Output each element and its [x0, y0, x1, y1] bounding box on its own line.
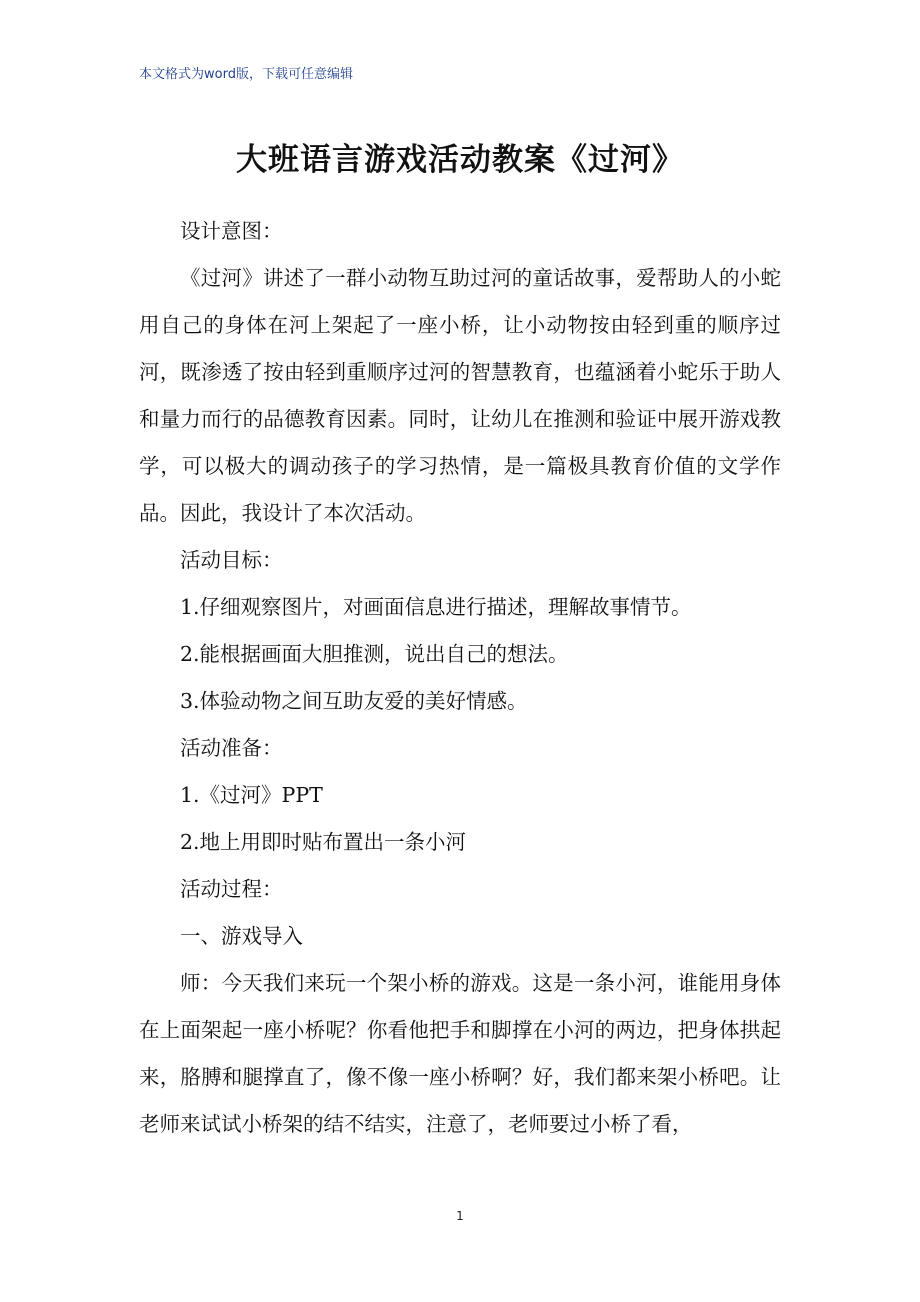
document-body [139, 208, 781, 1148]
paragraph-goal-3: 3.体验动物之间互助友爱的美好情感。 [180, 689, 528, 713]
document-title: 大班语言游戏活动教案《过河》 [236, 142, 684, 178]
paragraph-section-1-heading: 一、游戏导入 [180, 924, 303, 948]
paragraph-preparation-2: 2.地上用即时贴布置出一条小河 [180, 830, 467, 854]
paragraph-goals-heading: 活动目标： [180, 548, 283, 572]
paragraph-goal-2: 2.能根据画面大胆推测，说出自己的想法。 [180, 642, 569, 666]
paragraph-preparation-1: 1.《过河》PPT [180, 783, 323, 807]
paragraph-design-intent: 《过河》讲述了一群小动物互助过河的童话故事，爱帮助人的小蛇用自己的身体在河上架起了一座小桥，让小动物按由轻到重的顺序过河，既渗透了按由轻到重顺序过河的智慧教育，也蕴涵着小蛇乐于助人和量力而行的品德教育因素。同时，让幼儿在推测和验证中展开游戏教学，可以极大的调动孩子的学习热情，是一篇极具教育价值的文学作品。因此，我设计了本次活动。 [139, 266, 781, 525]
paragraph-goal-1: 1.仔细观察图片，对画面信息进行描述，理解故事情节。 [180, 595, 692, 619]
page-number: 1 [456, 1209, 464, 1223]
paragraph-process-heading: 活动过程： [180, 877, 283, 901]
paragraph-preparation-heading: 活动准备： [180, 736, 283, 760]
paragraph-design-intent-heading: 设计意图： [180, 219, 283, 243]
paragraph-teacher-dialogue: 师：今天我们来玩一个架小桥的游戏。这是一条小河，谁能用身体在上面架起一座小桥呢？你看他把手和脚撑在小河的两边，把身体拱起来，胳膊和腿撑直了，像不像一座小桥啊？好，我们都来架小桥吧。让老师来试试小桥架的结不结实，注意了，老师要过小桥了看， [139, 971, 781, 1136]
header-note: 本文格式为word版，下载可任意编辑 [139, 67, 353, 82]
